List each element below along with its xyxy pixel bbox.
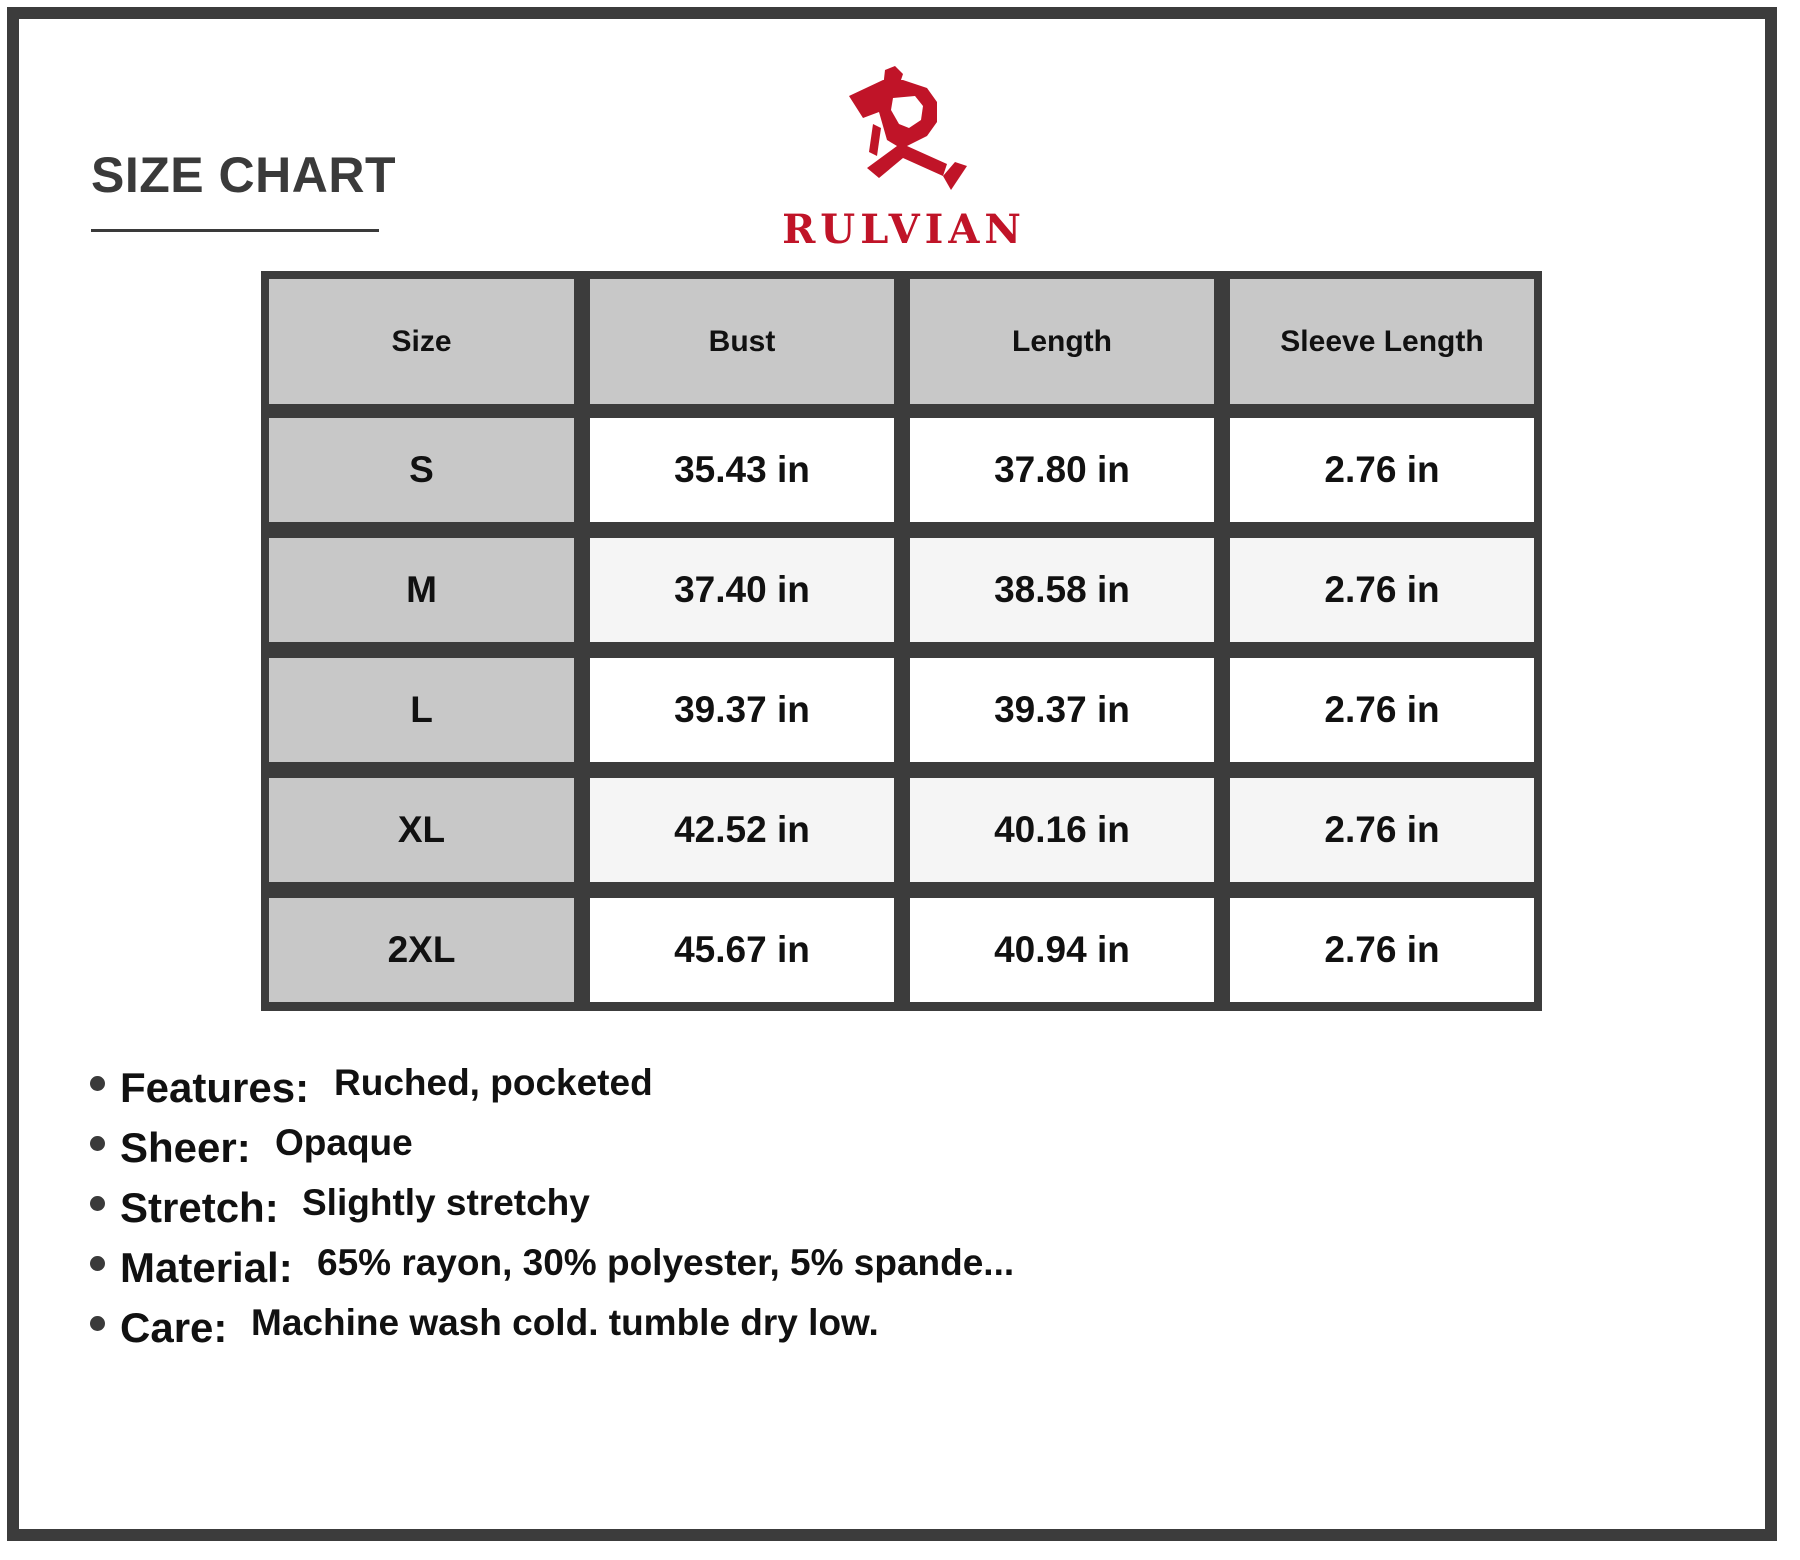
size-cell: M — [269, 538, 574, 642]
bust-cell: 37.40 in — [590, 538, 894, 642]
size-table — [261, 271, 1542, 1011]
attribute-value: Ruched, pocketed — [334, 1062, 653, 1103]
bust-cell: 39.37 in — [590, 658, 894, 762]
length-cell: 40.16 in — [910, 778, 1214, 882]
column-header-sleeve-length: Sleeve Length — [1230, 279, 1534, 404]
sleeve-cell: 2.76 in — [1230, 418, 1534, 522]
attribute-value: Slightly stretchy — [302, 1182, 590, 1223]
brand-name: RULVIAN — [782, 206, 1026, 253]
size-cell: 2XL — [269, 898, 574, 1002]
size-cell: L — [269, 658, 574, 762]
bust-cell: 35.43 in — [590, 418, 894, 522]
sleeve-cell: 2.76 in — [1230, 538, 1534, 642]
attribute-label: Sheer: — [120, 1124, 251, 1171]
size-cell: S — [269, 418, 574, 522]
r-monogram-icon — [843, 66, 973, 201]
attribute-label: Material: — [120, 1244, 293, 1291]
attribute-value: Machine wash cold. tumble dry low. — [251, 1302, 879, 1343]
title-underline — [91, 229, 379, 232]
sleeve-cell: 2.76 in — [1230, 778, 1534, 882]
column-header-size: Size — [269, 279, 574, 404]
column-header-length: Length — [910, 279, 1214, 404]
attribute-value: 65% rayon, 30% polyester, 5% spande... — [317, 1242, 1015, 1283]
sleeve-cell: 2.76 in — [1230, 658, 1534, 762]
bullet-icon — [90, 1136, 105, 1151]
length-cell: 37.80 in — [910, 418, 1214, 522]
bullet-icon — [90, 1316, 105, 1331]
attribute-label: Care: — [120, 1304, 228, 1351]
bullet-icon — [90, 1076, 105, 1091]
size-cell: XL — [269, 778, 574, 882]
bullet-icon — [90, 1196, 105, 1211]
length-cell: 39.37 in — [910, 658, 1214, 762]
column-header-bust: Bust — [590, 279, 894, 404]
attribute-label: Stretch: — [120, 1184, 279, 1231]
brand-logo — [780, 66, 1040, 253]
length-cell: 40.94 in — [910, 898, 1214, 1002]
bullet-icon — [90, 1256, 105, 1271]
attribute-value: Opaque — [275, 1122, 413, 1163]
page-title: SIZE CHART — [91, 147, 396, 203]
bust-cell: 42.52 in — [590, 778, 894, 882]
bust-cell: 45.67 in — [590, 898, 894, 1002]
attribute-label: Features: — [120, 1064, 310, 1111]
sleeve-cell: 2.76 in — [1230, 898, 1534, 1002]
length-cell: 38.58 in — [910, 538, 1214, 642]
